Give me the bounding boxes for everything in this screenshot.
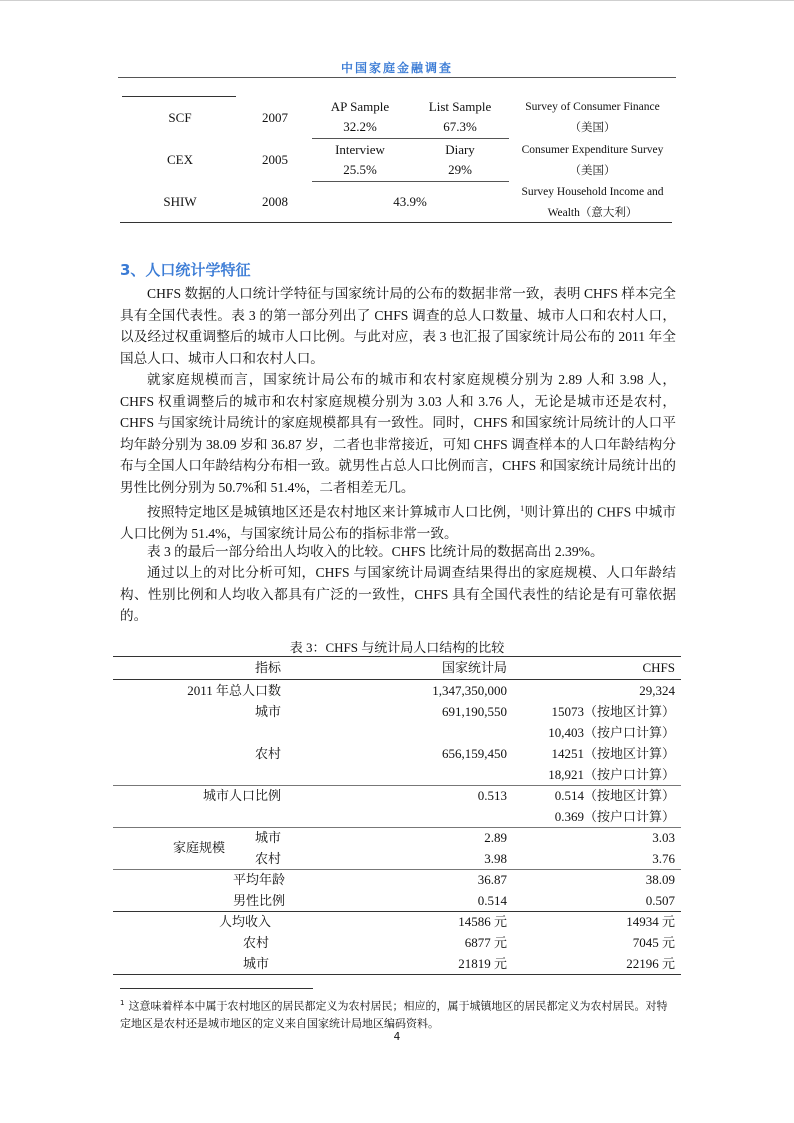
chfs-cell: 18,921（按户口计算） (548, 767, 675, 782)
body-paragraph: 通过以上的对比分析可知，CHFS 与国家统计局调查结果得出的家庭规模、人口年龄结构、性别比例和人均收入都具有广泛的一致性，CHFS 具有全国代表性的结论是有可靠依据的。 (120, 565, 676, 623)
chfs-cell: 3.76 (652, 851, 675, 866)
footnote-text: 这意味着样本中属于农村地区的居民都定义为农村居民；相应的，属于城镇地区的居民都定义为农村居民。对特定地区是农村还是城市地区的定义来自国家统计局地区编码资料。 (120, 999, 668, 1030)
table-row (113, 722, 681, 743)
table-row (113, 827, 681, 848)
footnote-marker: 1 (120, 999, 125, 1007)
indicator-cell: 城市 (254, 704, 281, 719)
indicator-cell: 农村 (254, 851, 281, 866)
body-paragraph: 表 3 的最后一部分给出人均收入的比较。CHFS 比统计局的数据高出 2.39%。 (147, 544, 604, 559)
body-paragraph: CHFS 数据的人口统计学特征与国家统计局的公布的数据非常一致，表明 CHFS 样本完全具有全国代表性。表 3 的第一部分列出了 CHFS 调查的总人口数量、城市人口和农村人口，以及经过权重调整后的城市人口比例。与此对应，表 3 也汇报了国家统计局公布的 2011 年全国总人口、城市人口和农村人口。 (120, 286, 676, 366)
survey-name: SHIW (163, 194, 197, 209)
chfs-cell: 22196 元 (626, 956, 675, 971)
top-table-mid-rule (312, 181, 509, 182)
chfs-cell: 0.514（按地区计算） (554, 788, 675, 803)
survey-year: 2008 (262, 194, 288, 209)
page-number: 4 (393, 1031, 401, 1043)
table-row (113, 743, 681, 764)
nbs-cell: 36.87 (477, 872, 507, 887)
sample-label: List Sample (428, 99, 492, 114)
indicator-cell: 2011 年总人口数 (187, 683, 281, 698)
indicator-cell: 男性比例 (232, 893, 285, 908)
footnote (120, 995, 676, 1032)
nbs-cell: 1,347,350,000 (432, 683, 507, 698)
nbs-cell: 691,190,550 (442, 704, 507, 719)
indicator-cell: 城市 (242, 956, 269, 971)
table-header-row (113, 657, 681, 678)
top-table-mid-rule (312, 138, 509, 139)
chfs-cell: 15073（按地区计算） (551, 704, 675, 719)
table-row (113, 932, 681, 953)
section-heading: 3、人口统计学特征 (120, 261, 251, 279)
indicator-cell: 平均年龄 (232, 872, 285, 887)
survey-name: SCF (168, 110, 192, 125)
indicator-cell: 农村 (242, 935, 269, 950)
survey-country: Wealth（意大利） (547, 207, 638, 219)
sample-label: AP Sample (330, 99, 390, 114)
survey-description: Survey Household Income and (521, 186, 664, 198)
nbs-cell: 2.89 (484, 830, 507, 845)
body-paragraph (120, 498, 676, 545)
sample-label: Interview (335, 142, 385, 157)
sample-value: 29% (448, 162, 472, 177)
nbs-cell: 3.98 (484, 851, 507, 866)
nbs-cell: 6877 元 (464, 935, 507, 950)
nbs-cell: 14586 元 (458, 914, 507, 929)
table-row (113, 890, 681, 911)
nbs-cell: 21819 元 (458, 956, 507, 971)
column-header: 指标 (254, 660, 281, 675)
running-header: 中国家庭金融调查 (340, 61, 453, 75)
column-header: 国家统计局 (441, 660, 507, 675)
chfs-cell: 10,403（按户口计算） (548, 725, 675, 740)
column-header: CHFS (642, 660, 675, 675)
chfs-cell: 14251（按地区计算） (551, 746, 675, 761)
table-row (113, 701, 681, 722)
chfs-cell: 0.369（按户口计算） (554, 809, 675, 824)
chfs-cell: 0.507 (645, 893, 675, 908)
top-table-top-rule (122, 96, 236, 97)
chfs-cell: 38.09 (645, 872, 675, 887)
footnote-ref[interactable]: 1 (520, 504, 525, 513)
footnote-separator (120, 988, 313, 989)
table-row (113, 764, 681, 785)
survey-year: 2005 (262, 152, 288, 167)
page-top-border (0, 0, 794, 1)
indicator-cell: 城市 (254, 830, 281, 845)
table-row (113, 785, 681, 806)
table-rule (113, 974, 681, 975)
table-row (113, 680, 681, 701)
chfs-cell: 3.03 (652, 830, 675, 845)
table-caption: 表 3：CHFS 与统计局人口结构的比较 (289, 640, 505, 655)
chfs-cell: 29,324 (639, 683, 675, 698)
survey-country: （美国） (569, 122, 616, 134)
table-row (113, 806, 681, 827)
sample-value: 32.2% (343, 119, 377, 134)
table-row (113, 869, 681, 890)
paragraph-text: 按照特定地区是城镇地区还是农村地区来计算城市人口比例， (147, 504, 521, 520)
group-label-cell: 家庭规模 (173, 840, 226, 855)
survey-name: CEX (167, 152, 193, 167)
body-paragraph: 就家庭规模而言，国家统计局公布的城市和农村家庭规模分别为 2.89 人和 3.98 人，CHFS 权重调整后的城市和农村家庭规模分别为 3.03 人和 3.76 人，无论是城市还是农村，CHFS 与国家统计局统计的家庭规模都具有一致性。同时，CHFS 和国家统计局统计的人口平均年龄分别为 38.09 岁和 36.87 岁，二者也非常接近，可知 CHFS 调查样本的人口年龄结构分布与全国人口年龄结构分布相一致。就男性占总人口比例而言，CHFS 和国家统计局统计出的男性比例分别为 50.7%和 51.4%，二者相差无几。 (120, 372, 676, 495)
survey-country: （美国） (569, 165, 616, 177)
indicator-cell: 城市人口比例 (202, 788, 281, 803)
survey-year: 2007 (262, 110, 288, 125)
survey-description: Consumer Expenditure Survey (521, 144, 664, 156)
chfs-cell: 14934 元 (626, 914, 675, 929)
header-rule (118, 77, 676, 78)
sample-value: 25.5% (343, 162, 377, 177)
table-row (113, 911, 681, 932)
sample-label: Diary (445, 142, 475, 157)
chfs-cell: 7045 元 (632, 935, 675, 950)
table-row (113, 953, 681, 974)
sample-value: 43.9% (393, 194, 427, 209)
survey-description: Survey of Consumer Finance (525, 101, 660, 113)
indicator-cell: 人均收入 (218, 914, 271, 929)
nbs-cell: 0.514 (477, 893, 507, 908)
indicator-cell: 农村 (254, 746, 281, 761)
nbs-cell: 0.513 (477, 788, 507, 803)
table-row (113, 848, 681, 869)
nbs-cell: 656,159,450 (442, 746, 507, 761)
paragraph-text: 则计算出的 CHFS 中城市人口比例为 51.4%，与国家统计局公布的指标非常一致。 (120, 504, 676, 542)
sample-value: 67.3% (443, 119, 477, 134)
